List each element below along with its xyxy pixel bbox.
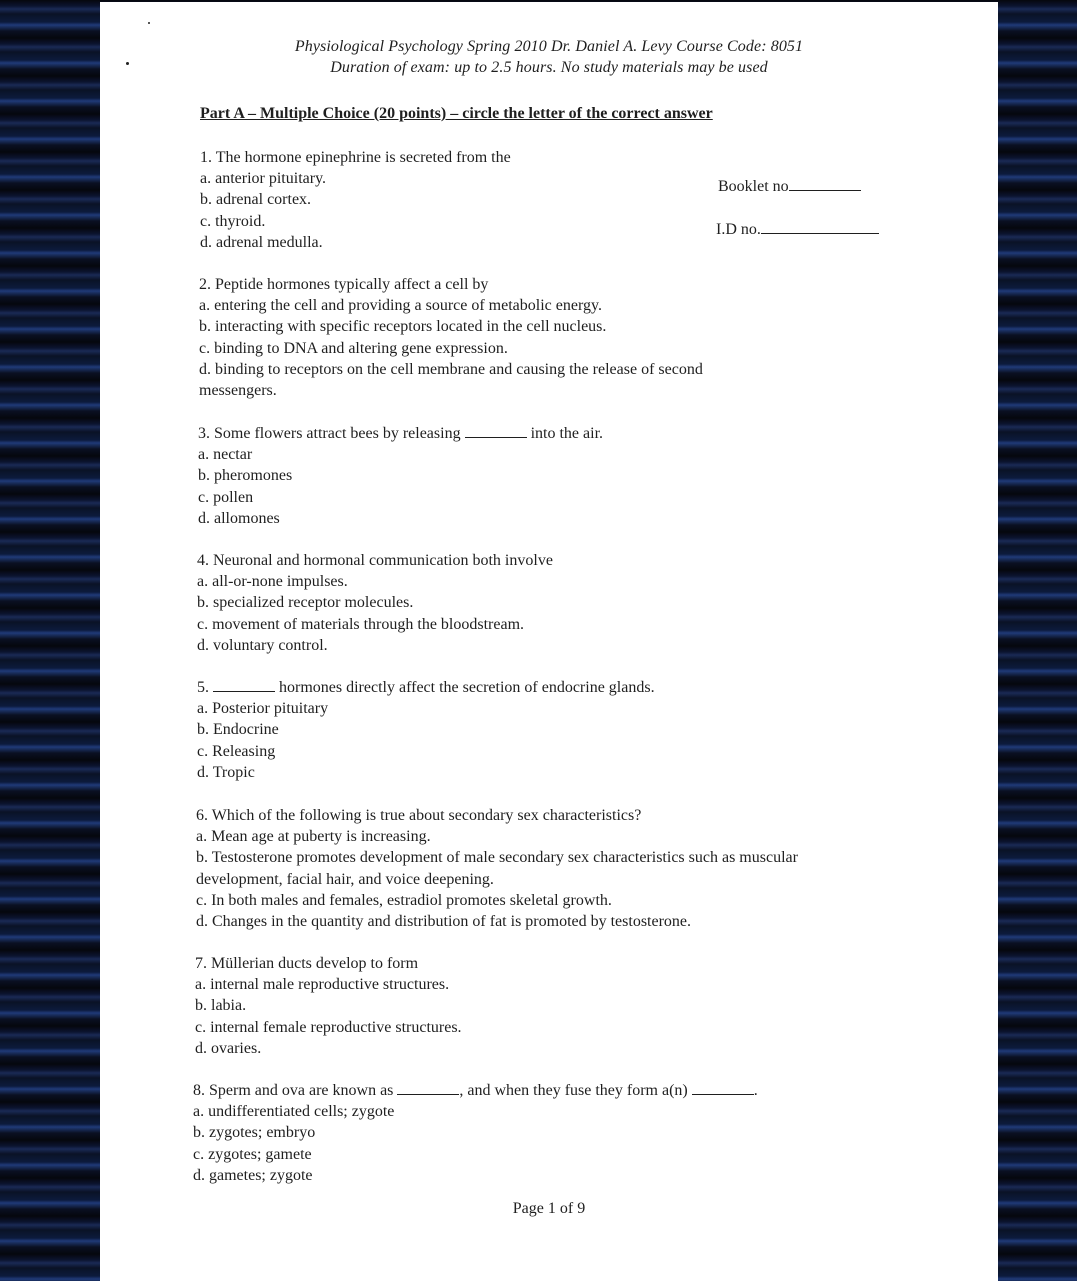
answer-option-b: b. specialized receptor molecules. [197,594,414,612]
question-2 [199,274,784,401]
answer-option-d: d. binding to receptors on the cell membrane and causing the release of second messengers. [199,360,703,400]
id-number-label: I.D no. [716,221,761,238]
fill-in-blank [465,424,527,438]
question-6 [196,805,816,932]
answer-option-a: a. all-or-none impulses. [197,573,348,591]
answer-option-a: a. Mean age at puberty is increasing. [196,828,431,846]
question-4 [197,550,837,656]
answer-option-c: c. Releasing [197,742,276,760]
answer-option-d: d. gametes; zygote [193,1166,313,1184]
question-stem-start: 8. Sperm and ova are known as [193,1082,394,1099]
question-stem-end: hormones directly affect the secretion of endocrine glands. [279,679,655,696]
answer-option-d: d. Changes in the quantity and distribution of fat is promoted by testosterone. [196,913,692,931]
question-1 [200,147,840,253]
answer-option-d: d. Tropic [197,763,255,781]
question-stem: 1. The hormone epinephrine is secreted from the [200,149,511,166]
question-stem-start: 5. [197,679,209,696]
answer-option-c: c. movement of materials through the bloodstream. [197,615,525,633]
answer-option-a: a. undifferentiated cells; zygote [193,1103,395,1121]
question-7 [195,953,835,1059]
fill-in-blank [213,678,275,692]
answer-option-c: c. internal female reproductive structures. [195,1018,462,1036]
question-stem [197,677,837,698]
answer-option-d: d. adrenal medulla. [200,233,323,251]
page-number: Page 1 of 9 [512,1200,586,1217]
answer-option-a: a. anterior pituitary. [200,170,327,188]
answer-option-c: c. In both males and females, estradiol promotes skeletal growth. [196,891,612,909]
answer-option-b: b. labia. [195,997,247,1015]
question-8 [193,1080,893,1186]
exam-header-duration: Duration of exam: up to 2.5 hours. No study materials may be used [330,59,768,76]
answer-option-a: a. Posterior pituitary [197,700,329,718]
question-3 [198,423,838,529]
answer-option-b: b. Endocrine [197,721,279,739]
answer-option-c: c. zygotes; gamete [193,1145,312,1163]
answer-option-b: b. Testosterone promotes development of male secondary sex characteristics such as muscular development, facial hair, and voice deepening. [196,849,798,888]
answer-option-d: d. ovaries. [195,1039,262,1057]
question-5 [197,677,837,783]
booklet-number-label: Booklet no [718,178,789,195]
answer-option-b: b. pheromones [198,467,293,485]
answer-option-d: d. voluntary control. [197,636,328,654]
answer-option-b: b. zygotes; embryo [193,1124,316,1142]
question-stem-end: . [753,1082,758,1099]
question-stem: 4. Neuronal and hormonal communication both involve [197,552,553,569]
scan-speck [148,22,150,24]
answer-option-a: a. internal male reproductive structures. [195,976,450,994]
question-stem-end: into the air. [530,425,604,442]
answer-option-a: a. nectar [198,446,253,464]
exam-page [100,2,998,1281]
answer-option-c: c. thyroid. [200,212,266,230]
answer-option-b: b. interacting with specific receptors located in the cell nucleus. [199,318,607,336]
question-stem: 2. Peptide hormones typically affect a cell by [199,276,489,293]
answer-option-b: b. adrenal cortex. [200,191,312,209]
part-a-title: Part A – Multiple Choice (20 points) – circle the letter of the correct answer [200,105,713,122]
answer-option-a: a. entering the cell and providing a source of metabolic energy. [199,297,602,315]
question-stem [198,423,838,444]
question-stem [193,1080,893,1101]
answer-option-d: d. allomones [198,509,280,527]
fill-in-blank [397,1081,459,1095]
fill-in-blank [692,1081,754,1095]
exam-header-course: Physiological Psychology Spring 2010 Dr. Daniel A. Levy Course Code: 8051 [294,38,804,55]
question-stem: 6. Which of the following is true about secondary sex characteristics? [196,807,642,824]
question-stem-middle: , and when they fuse they form a(n) [459,1082,688,1099]
answer-option-c: c. binding to DNA and altering gene expression. [199,339,508,357]
question-stem-start: 3. Some flowers attract bees by releasing [198,425,461,442]
question-stem: 7. Müllerian ducts develop to form [195,955,419,972]
answer-option-c: c. pollen [198,488,254,506]
